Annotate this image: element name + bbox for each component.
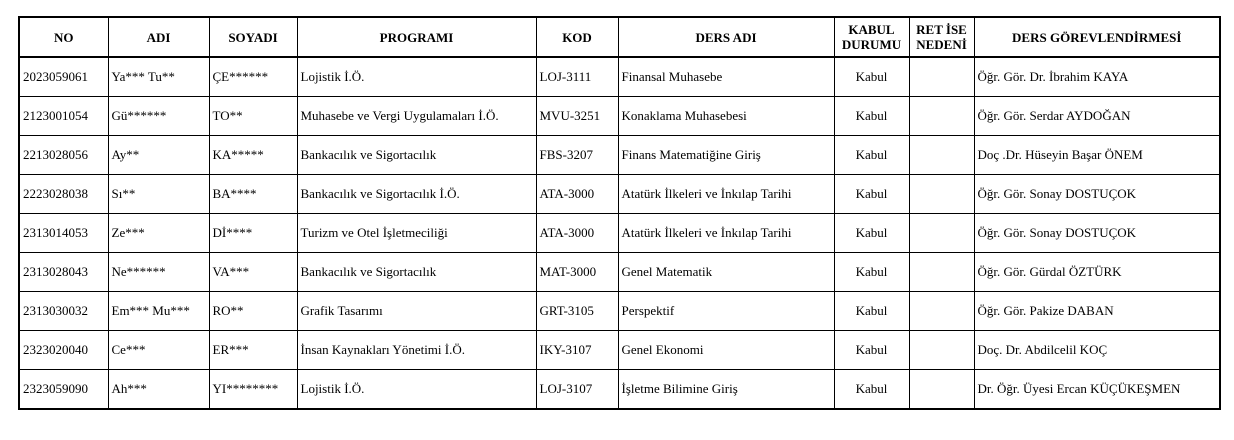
cell-no: 2313030032 [19,292,108,331]
cell-adi: Ah*** [108,370,209,410]
cell-soyadi: VA*** [209,253,297,292]
table-row [19,292,1220,331]
cell-kod: FBS-3207 [536,136,618,175]
table-row [19,136,1220,175]
cell-programi: Bankacılık ve Sigortacılık [297,136,536,175]
cell-ders-adi: Atatürk İlkeleri ve İnkılap Tarihi [618,214,834,253]
table-row [19,97,1220,136]
cell-kabul-durumu: Kabul [834,331,909,370]
cell-adi: Ze*** [108,214,209,253]
cell-kod: MVU-3251 [536,97,618,136]
cell-ret-nedeni [909,175,974,214]
cell-ders-gorevlendirmesi: Öğr. Gör. Dr. İbrahim KAYA [974,57,1220,97]
cell-soyadi: BA**** [209,175,297,214]
cell-adi: Sı** [108,175,209,214]
cell-ders-gorevlendirmesi: Dr. Öğr. Üyesi Ercan KÜÇÜKEŞMEN [974,370,1220,410]
cell-ret-nedeni [909,214,974,253]
cell-ret-nedeni [909,253,974,292]
cell-ders-adi: Genel Matematik [618,253,834,292]
cell-ders-adi: İşletme Bilimine Giriş [618,370,834,410]
table-row [19,214,1220,253]
cell-ders-adi: Konaklama Muhasebesi [618,97,834,136]
header-adi: ADI [108,17,209,57]
cell-kabul-durumu: Kabul [834,57,909,97]
cell-kabul-durumu: Kabul [834,175,909,214]
cell-adi: Ay** [108,136,209,175]
cell-kod: MAT-3000 [536,253,618,292]
cell-programi: Muhasebe ve Vergi Uygulamaları İ.Ö. [297,97,536,136]
cell-ret-nedeni [909,97,974,136]
cell-no: 2323059090 [19,370,108,410]
header-ret-ise-nedeni [909,17,974,57]
header-kabul-durumu-line2: DURUMU [841,37,902,52]
cell-programi: Turizm ve Otel İşletmeciliği [297,214,536,253]
header-programi: PROGRAMI [297,17,536,57]
cell-kod: LOJ-3111 [536,57,618,97]
cell-no: 2213028056 [19,136,108,175]
cell-ret-nedeni [909,292,974,331]
cell-ders-adi: Finans Matematiğine Giriş [618,136,834,175]
cell-ders-gorevlendirmesi: Doç. Dr. Abdilcelil KOÇ [974,331,1220,370]
cell-programi: Bankacılık ve Sigortacılık İ.Ö. [297,175,536,214]
cell-programi: Lojistik İ.Ö. [297,370,536,410]
cell-kabul-durumu: Kabul [834,214,909,253]
cell-kabul-durumu: Kabul [834,292,909,331]
table-row [19,253,1220,292]
cell-kabul-durumu: Kabul [834,370,909,410]
cell-ders-gorevlendirmesi: Öğr. Gör. Serdar AYDOĞAN [974,97,1220,136]
cell-ret-nedeni [909,136,974,175]
cell-ret-nedeni [909,370,974,410]
cell-ders-gorevlendirmesi: Öğr. Gör. Pakize DABAN [974,292,1220,331]
course-assignment-table [18,16,1221,410]
cell-adi: Ne****** [108,253,209,292]
cell-soyadi: KA***** [209,136,297,175]
header-no: NO [19,17,108,57]
cell-kabul-durumu: Kabul [834,97,909,136]
cell-ret-nedeni [909,331,974,370]
cell-ret-nedeni [909,57,974,97]
cell-programi: Bankacılık ve Sigortacılık [297,253,536,292]
cell-kabul-durumu: Kabul [834,136,909,175]
cell-no: 2323020040 [19,331,108,370]
cell-kod: ATA-3000 [536,175,618,214]
cell-ders-gorevlendirmesi: Öğr. Gör. Gürdal ÖZTÜRK [974,253,1220,292]
cell-soyadi: Dİ**** [209,214,297,253]
cell-kod: LOJ-3107 [536,370,618,410]
cell-programi: İnsan Kaynakları Yönetimi İ.Ö. [297,331,536,370]
header-ders-adi: DERS ADI [618,17,834,57]
header-ret-ise-line1: RET İSE [916,22,967,37]
cell-adi: Gü****** [108,97,209,136]
cell-ders-adi: Genel Ekonomi [618,331,834,370]
cell-kabul-durumu: Kabul [834,253,909,292]
header-kod: KOD [536,17,618,57]
cell-no: 2023059061 [19,57,108,97]
header-soyadi: SOYADI [209,17,297,57]
header-ret-ise-line2: NEDENİ [916,37,967,52]
cell-adi: Ya*** Tu** [108,57,209,97]
table-row [19,331,1220,370]
cell-no: 2123001054 [19,97,108,136]
cell-programi: Lojistik İ.Ö. [297,57,536,97]
cell-kod: IKY-3107 [536,331,618,370]
cell-ders-gorevlendirmesi: Öğr. Gör. Sonay DOSTUÇOK [974,214,1220,253]
cell-no: 2223028038 [19,175,108,214]
header-row [19,17,1220,57]
table-row [19,175,1220,214]
cell-adi: Em*** Mu*** [108,292,209,331]
table-row [19,370,1220,410]
table-row [19,57,1220,97]
cell-ders-adi: Perspektif [618,292,834,331]
cell-ders-gorevlendirmesi: Öğr. Gör. Sonay DOSTUÇOK [974,175,1220,214]
cell-soyadi: ER*** [209,331,297,370]
cell-no: 2313028043 [19,253,108,292]
cell-no: 2313014053 [19,214,108,253]
cell-soyadi: TO** [209,97,297,136]
cell-ders-adi: Atatürk İlkeleri ve İnkılap Tarihi [618,175,834,214]
cell-ders-adi: Finansal Muhasebe [618,57,834,97]
header-ders-gorevlendirmesi: DERS GÖREVLENDİRMESİ [974,17,1220,57]
cell-ders-gorevlendirmesi: Doç .Dr. Hüseyin Başar ÖNEM [974,136,1220,175]
cell-kod: GRT-3105 [536,292,618,331]
cell-soyadi: RO** [209,292,297,331]
header-kabul-durumu [834,17,909,57]
table-body [19,57,1220,409]
cell-soyadi: ÇE****** [209,57,297,97]
cell-kod: ATA-3000 [536,214,618,253]
cell-programi: Grafik Tasarımı [297,292,536,331]
cell-soyadi: YI******** [209,370,297,410]
cell-adi: Ce*** [108,331,209,370]
header-kabul-durumu-line1: KABUL [848,22,895,37]
